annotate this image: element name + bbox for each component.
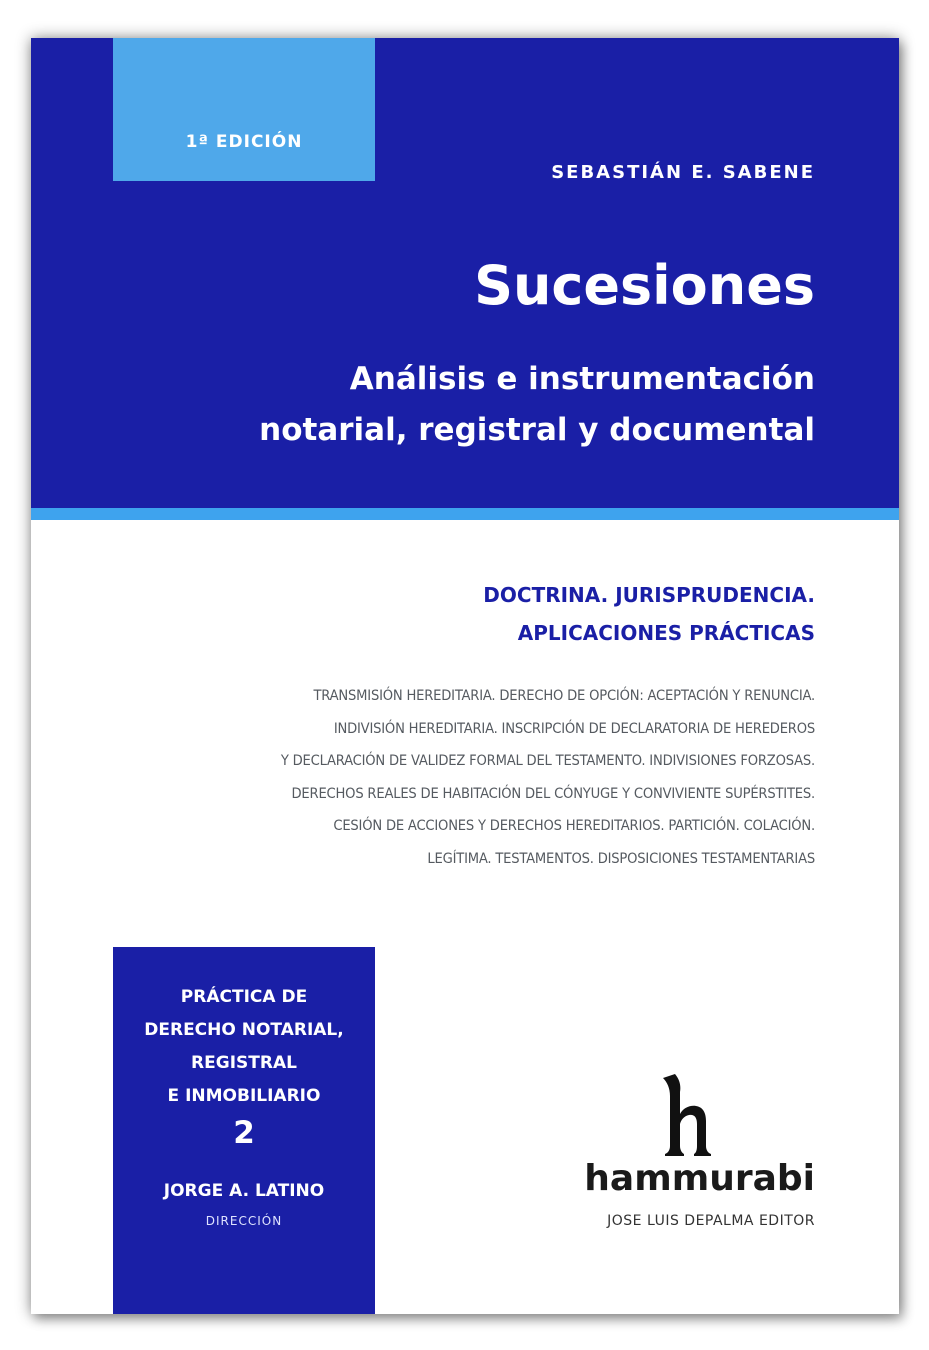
- topics-list: [281, 680, 815, 876]
- director-name: JORGE A. LATINO: [163, 1181, 325, 1201]
- topics-line: TRANSMISIÓN HEREDITARIA. DERECHO DE OPCIÓN: ACEPTACIÓN Y RENUNCIA.: [313, 687, 815, 704]
- series-number: 2: [233, 1115, 255, 1151]
- book-subtitle: [259, 354, 815, 456]
- publisher-name: hammurabi: [584, 1158, 815, 1199]
- topics-line: INDIVISIÓN HEREDITARIA. INSCRIPCIÓN DE DECLARATORIA DE HEREDEROS: [333, 719, 815, 737]
- edition-label: 1ª EDICIÓN: [185, 132, 303, 152]
- h-letter-logo-icon: [661, 1074, 711, 1158]
- series-title-line: E INMOBILIARIO: [167, 1086, 321, 1106]
- content-type-heading: [483, 576, 815, 652]
- book-title: Sucesiones: [474, 254, 815, 317]
- publisher-subtitle: JOSE LUIS DEPALMA EDITOR: [607, 1213, 815, 1229]
- cover-accent-line: [31, 508, 899, 520]
- content-type-line: DOCTRINA. JURISPRUDENCIA.: [483, 583, 815, 607]
- series-box: [113, 947, 375, 1314]
- subtitle-line: Análisis e instrumentación: [349, 361, 815, 397]
- book-cover: [31, 38, 899, 1314]
- topics-line: Y DECLARACIÓN DE VALIDEZ FORMAL DEL TESTAMENTO. INDIVISIONES FORZOSAS.: [280, 752, 815, 770]
- subtitle-line: notarial, registral y documental: [259, 412, 815, 448]
- series-title: [113, 981, 375, 1113]
- series-title-line: PRÁCTICA DE: [180, 987, 308, 1007]
- author-name: SEBASTIÁN E. SABENE: [551, 162, 815, 183]
- topics-line: LEGÍTIMA. TESTAMENTOS. DISPOSICIONES TESTAMENTARIAS: [427, 849, 815, 867]
- edition-box: [113, 38, 375, 181]
- director-role: DIRECCIÓN: [205, 1214, 283, 1228]
- series-title-line: DERECHO NOTARIAL,: [144, 1020, 344, 1040]
- topics-line: CESIÓN DE ACCIONES Y DERECHOS HEREDITARIOS. PARTICIÓN. COLACIÓN.: [333, 817, 815, 835]
- content-type-line: APLICACIONES PRÁCTICAS: [517, 621, 815, 645]
- topics-line: DERECHOS REALES DE HABITACIÓN DEL CÓNYUGE Y CONVIVIENTE SUPÉRSTITES.: [291, 784, 815, 802]
- series-title-line: REGISTRAL: [191, 1053, 297, 1073]
